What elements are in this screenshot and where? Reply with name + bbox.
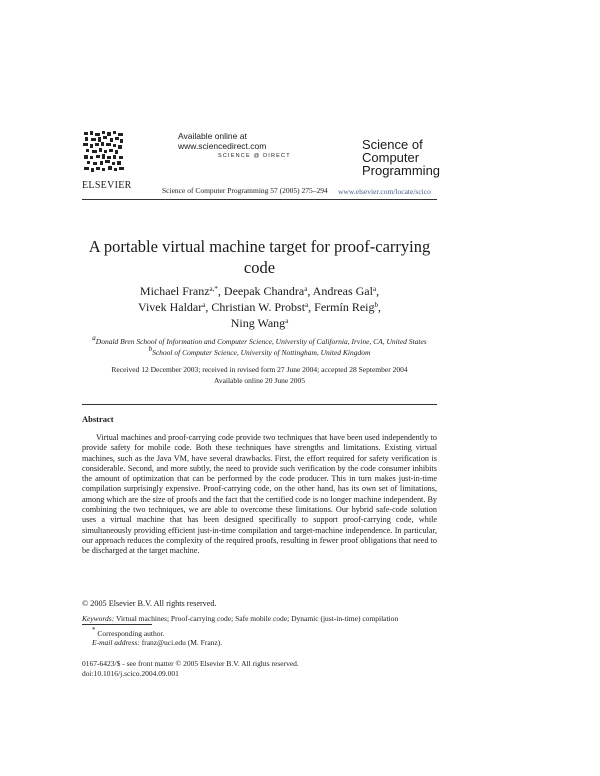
author: Andreas Gal$^a$ [312,284,377,298]
journal-logo-line: Science of [362,137,423,152]
elsevier-tree-icon [82,130,126,174]
author-line: Michael Franz$^{a,*}$, Deepak Chandra$^a$, Andreas Gal$^a$, [139,284,380,298]
paper-title [82,236,437,278]
affiliation: $^a$Donald Bren School of Information and Computer Science, University of California, Irvine, CA, United States [92,334,427,346]
journal-url-link[interactable]: www.elsevier.com/locate/scico [338,187,431,196]
copyright-notice: © 2005 Elsevier B.V. All rights reserved. [82,599,217,608]
corresponding-author-note: * Corresponding author. [92,626,165,638]
available-online-date: Available online 20 June 2005 [213,376,306,385]
sciencedirect-wordmark: SCIENCE @ DIRECT [218,153,291,159]
footnote-mark: * [92,626,96,634]
email-note [92,638,222,647]
author-line [82,315,437,331]
author: Deepak Chandra$^a$ [223,284,308,298]
abstract-text: Virtual machines and proof-carrying code provide two techniques that have been used independently to provide safety for mobile code. Both these techniques have strengths and limitations. Existing virtual machines, such as the Java VM, have several drawbacks. First, the effort required for safety verification is considerable. Second, and more subtly, the need to provide such verification by the code consumer inhibits the amount of optimization that can be performed by the code producer. This in turn makes just-in-time compilation surprisingly expensive. Proof-carrying code, on the other hand, has its own set of limitations, among which are the size of proofs and the fact that the certified code is no longer machine independent. By combining the two techniques, we are able to overcome these limitations. Our hybrid safe-code solution uses a virtual machine that has been designed specifically to support proof-carrying code, while simultaneously providing efficient just-in-time compilation and target-machine independence. In particular, our approach reduces the complexity of the required proofs, resulting in fewer proof obligations that need to be discharged at the target machine. [82,433,437,556]
article-history [82,364,437,386]
author: Fermín Reig$^b$ [314,300,378,314]
received-dates: Received 12 December 2003; received in revised form 27 June 2004; accepted 28 September 2004 [111,365,408,374]
publisher-name: ELSEVIER [82,180,132,191]
email-address[interactable]: franz@uci.edu (M. Franz). [141,638,223,647]
abstract-divider [82,404,437,405]
header-divider [82,199,437,200]
affiliations [72,336,447,358]
title-line: code [243,258,276,277]
issn-line: 0167-6423/$ - see front matter © 2005 Elsevier B.V. All rights reserved. [82,659,299,668]
keywords-text: Virtual machines; Proof-carrying code; Safe mobile code; Dynamic (just-in-time) compilation [115,614,399,623]
available-online-text: Available online at www.sciencedirect.com [178,131,267,151]
author: Christian W. Probst$^a$ [211,300,309,314]
journal-citation: Science of Computer Programming 57 (2005) 275–294 [162,186,328,195]
keywords-label: Keywords: [82,614,115,623]
author: Vivek Haldar$^a$ [138,300,206,314]
affiliation: $^b$School of Computer Science, University of Nottingham, United Kingdom [148,345,371,357]
journal-logo-line: Programming [362,163,441,178]
footnote-divider [82,624,152,625]
title-line: A portable virtual machine target for proof-carrying [88,237,431,256]
author-line: Vivek Haldar$^a$, Christian W. Probst$^a$, Fermín Reig$^b$, [138,300,381,314]
doi-link[interactable]: doi:10.1016/j.scico.2004.09.001 [82,669,179,678]
keywords [82,614,398,623]
author: Michael Franz$^{a,*}$ [139,284,218,298]
sciencedirect-logo [218,144,308,160]
email-label: E-mail address: [92,638,140,647]
author-list [82,283,437,331]
abstract-heading: Abstract [82,414,114,424]
elsevier-logo [82,130,130,191]
journal-logo-line: Computer [362,150,420,165]
journal-logo [362,138,440,177]
author: Ning Wang$^a$ [230,316,289,330]
